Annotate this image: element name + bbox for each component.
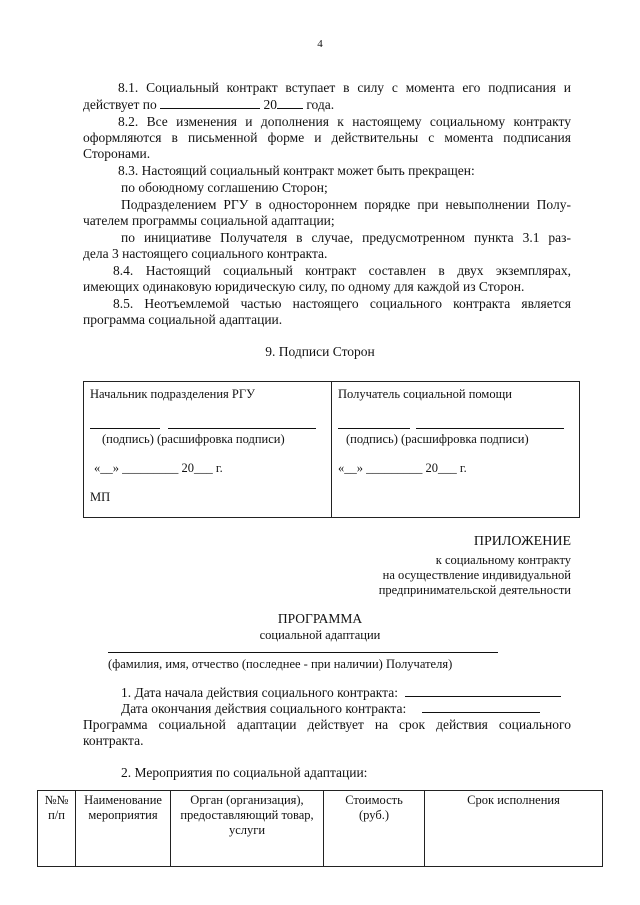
recipient-name-line xyxy=(108,652,498,653)
clause-8-3-line-5: по инициативе Получателя в случае, предусмотренном пункта 3.1 раз- xyxy=(121,230,571,245)
clause-8-4-line-1: 8.4. Настоящий социальный контракт составлен в двух экземплярах, xyxy=(113,263,571,278)
clause-8-3-line-6: дела 3 настоящего социального контракта. xyxy=(83,246,328,261)
left-signature-caption: (подпись) (расшифровка подписи) xyxy=(102,432,285,446)
page-number: 4 xyxy=(317,38,323,50)
year-blank xyxy=(277,97,303,109)
measures-title: 2. Мероприятия по социальной адаптации: xyxy=(121,765,368,780)
header-organization-line-3: услуги xyxy=(228,823,266,837)
clause-8-2-line-2: оформляются в письменной форме и действительны с момента подписания xyxy=(83,130,571,145)
left-date-field: «__» _________ 20___ г. xyxy=(94,461,223,475)
clause-8-3-line-1: 8.3. Настоящий социальный контракт может быть прекращен: xyxy=(118,163,475,178)
appendix-line-3: предпринимательской деятельности xyxy=(378,583,571,597)
clause-8-3-line-3: Подразделением РГУ в одностороннем порядке при невыполнении Полу- xyxy=(121,197,571,212)
clause-8-1-year-suffix: года. xyxy=(306,97,335,112)
clause-8-5-line-1: 8.5. Неотъемлемой частью настоящего социального контракта является xyxy=(113,296,571,311)
header-deadline xyxy=(425,791,603,867)
header-number-line-1: №№ xyxy=(44,793,69,807)
program-subtitle: социальной адаптации xyxy=(259,628,381,642)
table-header-row xyxy=(38,791,603,867)
clause-8-3-line-2: по обоюдному соглашению Сторон; xyxy=(121,180,328,195)
start-date-row xyxy=(121,685,561,701)
measures-table xyxy=(37,790,603,867)
end-date-label: Дата окончания действия социального контракта: xyxy=(121,701,407,716)
clause-8-2-line-1: 8.2. Все изменения и дополнения к настоящему социальному контракту xyxy=(118,114,571,129)
header-organization-line-1: Орган (организация), xyxy=(190,793,304,807)
section-9-title: 9. Подписи Сторон xyxy=(265,344,375,359)
appendix-title: ПРИЛОЖЕНИЕ xyxy=(473,534,571,549)
right-signature-caption: (подпись) (расшифровка подписи) xyxy=(346,432,529,446)
program-duration-line-1: Программа социальной адаптации действует на срок действия социального xyxy=(83,717,571,732)
start-date-blank xyxy=(405,685,561,697)
start-date-label: 1. Дата начала действия социального контракта: xyxy=(121,685,398,700)
stamp-placeholder: МП xyxy=(90,490,111,504)
clause-8-1-line-2 xyxy=(83,97,334,113)
program-duration-line-2: контракта. xyxy=(83,733,144,748)
recipient-name-caption: (фамилия, имя, отчество (последнее - при наличии) Получателя) xyxy=(108,657,453,671)
header-deadline-line-1: Срок исполнения xyxy=(467,793,560,807)
header-cost-line-2: (руб.) xyxy=(359,808,389,822)
left-name-line xyxy=(168,428,316,429)
right-date-field: «__» _________ 20___ г. xyxy=(338,461,467,475)
signature-table xyxy=(83,381,580,518)
program-title: ПРОГРАММА xyxy=(277,611,363,626)
clause-8-1-line-1: 8.1. Социальный контракт вступает в силу с момента его подписания и xyxy=(118,80,571,95)
left-signature-line xyxy=(90,428,160,429)
end-date-blank xyxy=(422,701,540,713)
clause-8-3-line-4: чателем программы социальной адаптации; xyxy=(83,213,335,228)
header-number-line-2: п/п xyxy=(48,808,65,822)
header-cost xyxy=(324,791,425,867)
appendix-line-1: к социальному контракту xyxy=(435,553,571,567)
clause-8-2-line-3: Сторонами. xyxy=(83,146,151,161)
date-blank xyxy=(160,97,260,109)
right-signatory-title: Получатель социальной помощи xyxy=(338,387,512,401)
header-cost-line-1: Стоимость xyxy=(345,793,403,807)
clause-8-1-year-prefix: 20 xyxy=(263,97,277,112)
right-name-line xyxy=(416,428,564,429)
header-organization xyxy=(171,791,324,867)
header-activity-line-2: мероприятия xyxy=(88,808,158,822)
clause-8-1-valid-until: действует по xyxy=(83,97,157,112)
header-organization-line-2: предоставляющий товар, xyxy=(180,808,314,822)
clause-8-5-line-2: программа социальной адаптации. xyxy=(83,312,283,327)
header-number xyxy=(38,791,76,867)
header-activity-line-1: Наименование xyxy=(84,793,162,807)
signature-table-divider xyxy=(331,382,332,518)
appendix-line-2: на осуществление индивидуальной xyxy=(382,568,571,582)
header-activity-name xyxy=(76,791,171,867)
end-date-row xyxy=(121,701,540,717)
left-signatory-title: Начальник подразделения РГУ xyxy=(90,387,255,401)
clause-8-4-line-2: имеющих одинаковую юридическую силу, по одному для каждой из Сторон. xyxy=(83,279,525,294)
right-signature-line xyxy=(338,428,410,429)
